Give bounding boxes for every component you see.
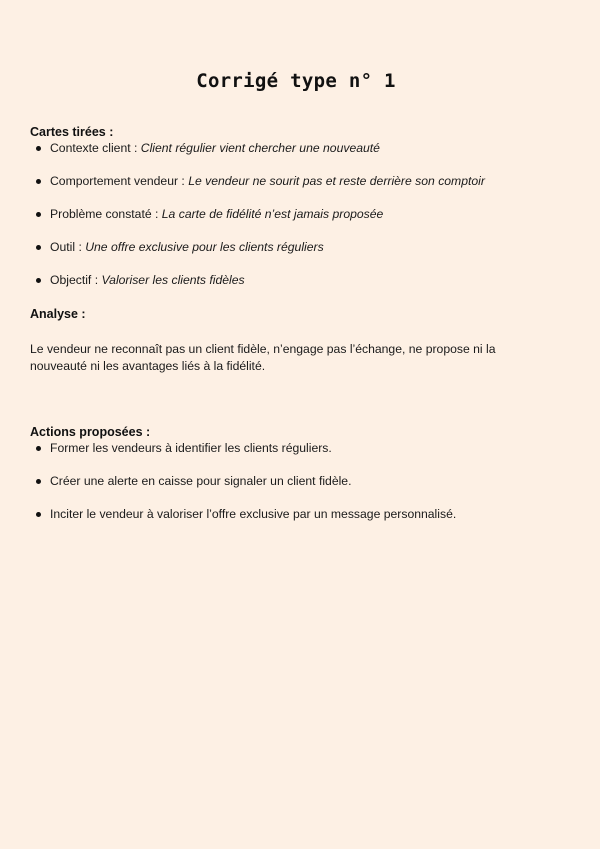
actions-list (30, 440, 456, 523)
list-item (30, 239, 485, 256)
item-label: Outil : (50, 240, 86, 254)
bullet-icon (36, 512, 41, 517)
item-text: Former les vendeurs à identifier les clients réguliers. (50, 441, 332, 455)
item-value: Le vendeur ne sourit pas et reste derrière son comptoir (188, 174, 485, 188)
bullet-icon (36, 146, 41, 151)
bullet-icon (36, 446, 41, 451)
list-item (30, 440, 456, 457)
list-item (30, 173, 485, 190)
list-item (30, 206, 485, 223)
bullet-icon (36, 479, 41, 484)
item-label: Problème constaté : (50, 207, 162, 221)
analyse-text: Le vendeur ne reconnaît pas un client fidèle, n’engage pas l’échange, ne propose ni la nouveauté ni les avantages liés à la fidélité. (30, 342, 496, 373)
list-item (30, 272, 485, 289)
analyse-heading: Analyse : (30, 307, 86, 321)
bullet-icon (36, 278, 41, 283)
document-title: Corrigé type n° 1 (196, 70, 396, 92)
bullet-icon (36, 212, 41, 217)
list-item (30, 473, 456, 490)
item-value: Client régulier vient chercher une nouveauté (140, 141, 380, 155)
list-item (30, 506, 456, 523)
bullet-icon (36, 245, 41, 250)
item-text: Inciter le vendeur à valoriser l’offre exclusive par un message personnalisé. (50, 507, 457, 521)
item-text: Créer une alerte en caisse pour signaler un client fidèle. (50, 474, 352, 488)
item-value: Une offre exclusive pour les clients réguliers (85, 240, 324, 254)
item-label: Objectif : (50, 273, 102, 287)
list-item (30, 140, 485, 157)
bullet-icon (36, 179, 41, 184)
cartes-list (30, 140, 485, 289)
item-label: Contexte client : (50, 141, 141, 155)
item-label: Comportement vendeur : (50, 174, 189, 188)
cartes-heading: Cartes tirées : (30, 125, 114, 139)
item-value: Valoriser les clients fidèles (101, 273, 245, 287)
item-value: La carte de fidélité n’est jamais proposée (161, 207, 384, 221)
actions-heading: Actions proposées : (30, 425, 151, 439)
